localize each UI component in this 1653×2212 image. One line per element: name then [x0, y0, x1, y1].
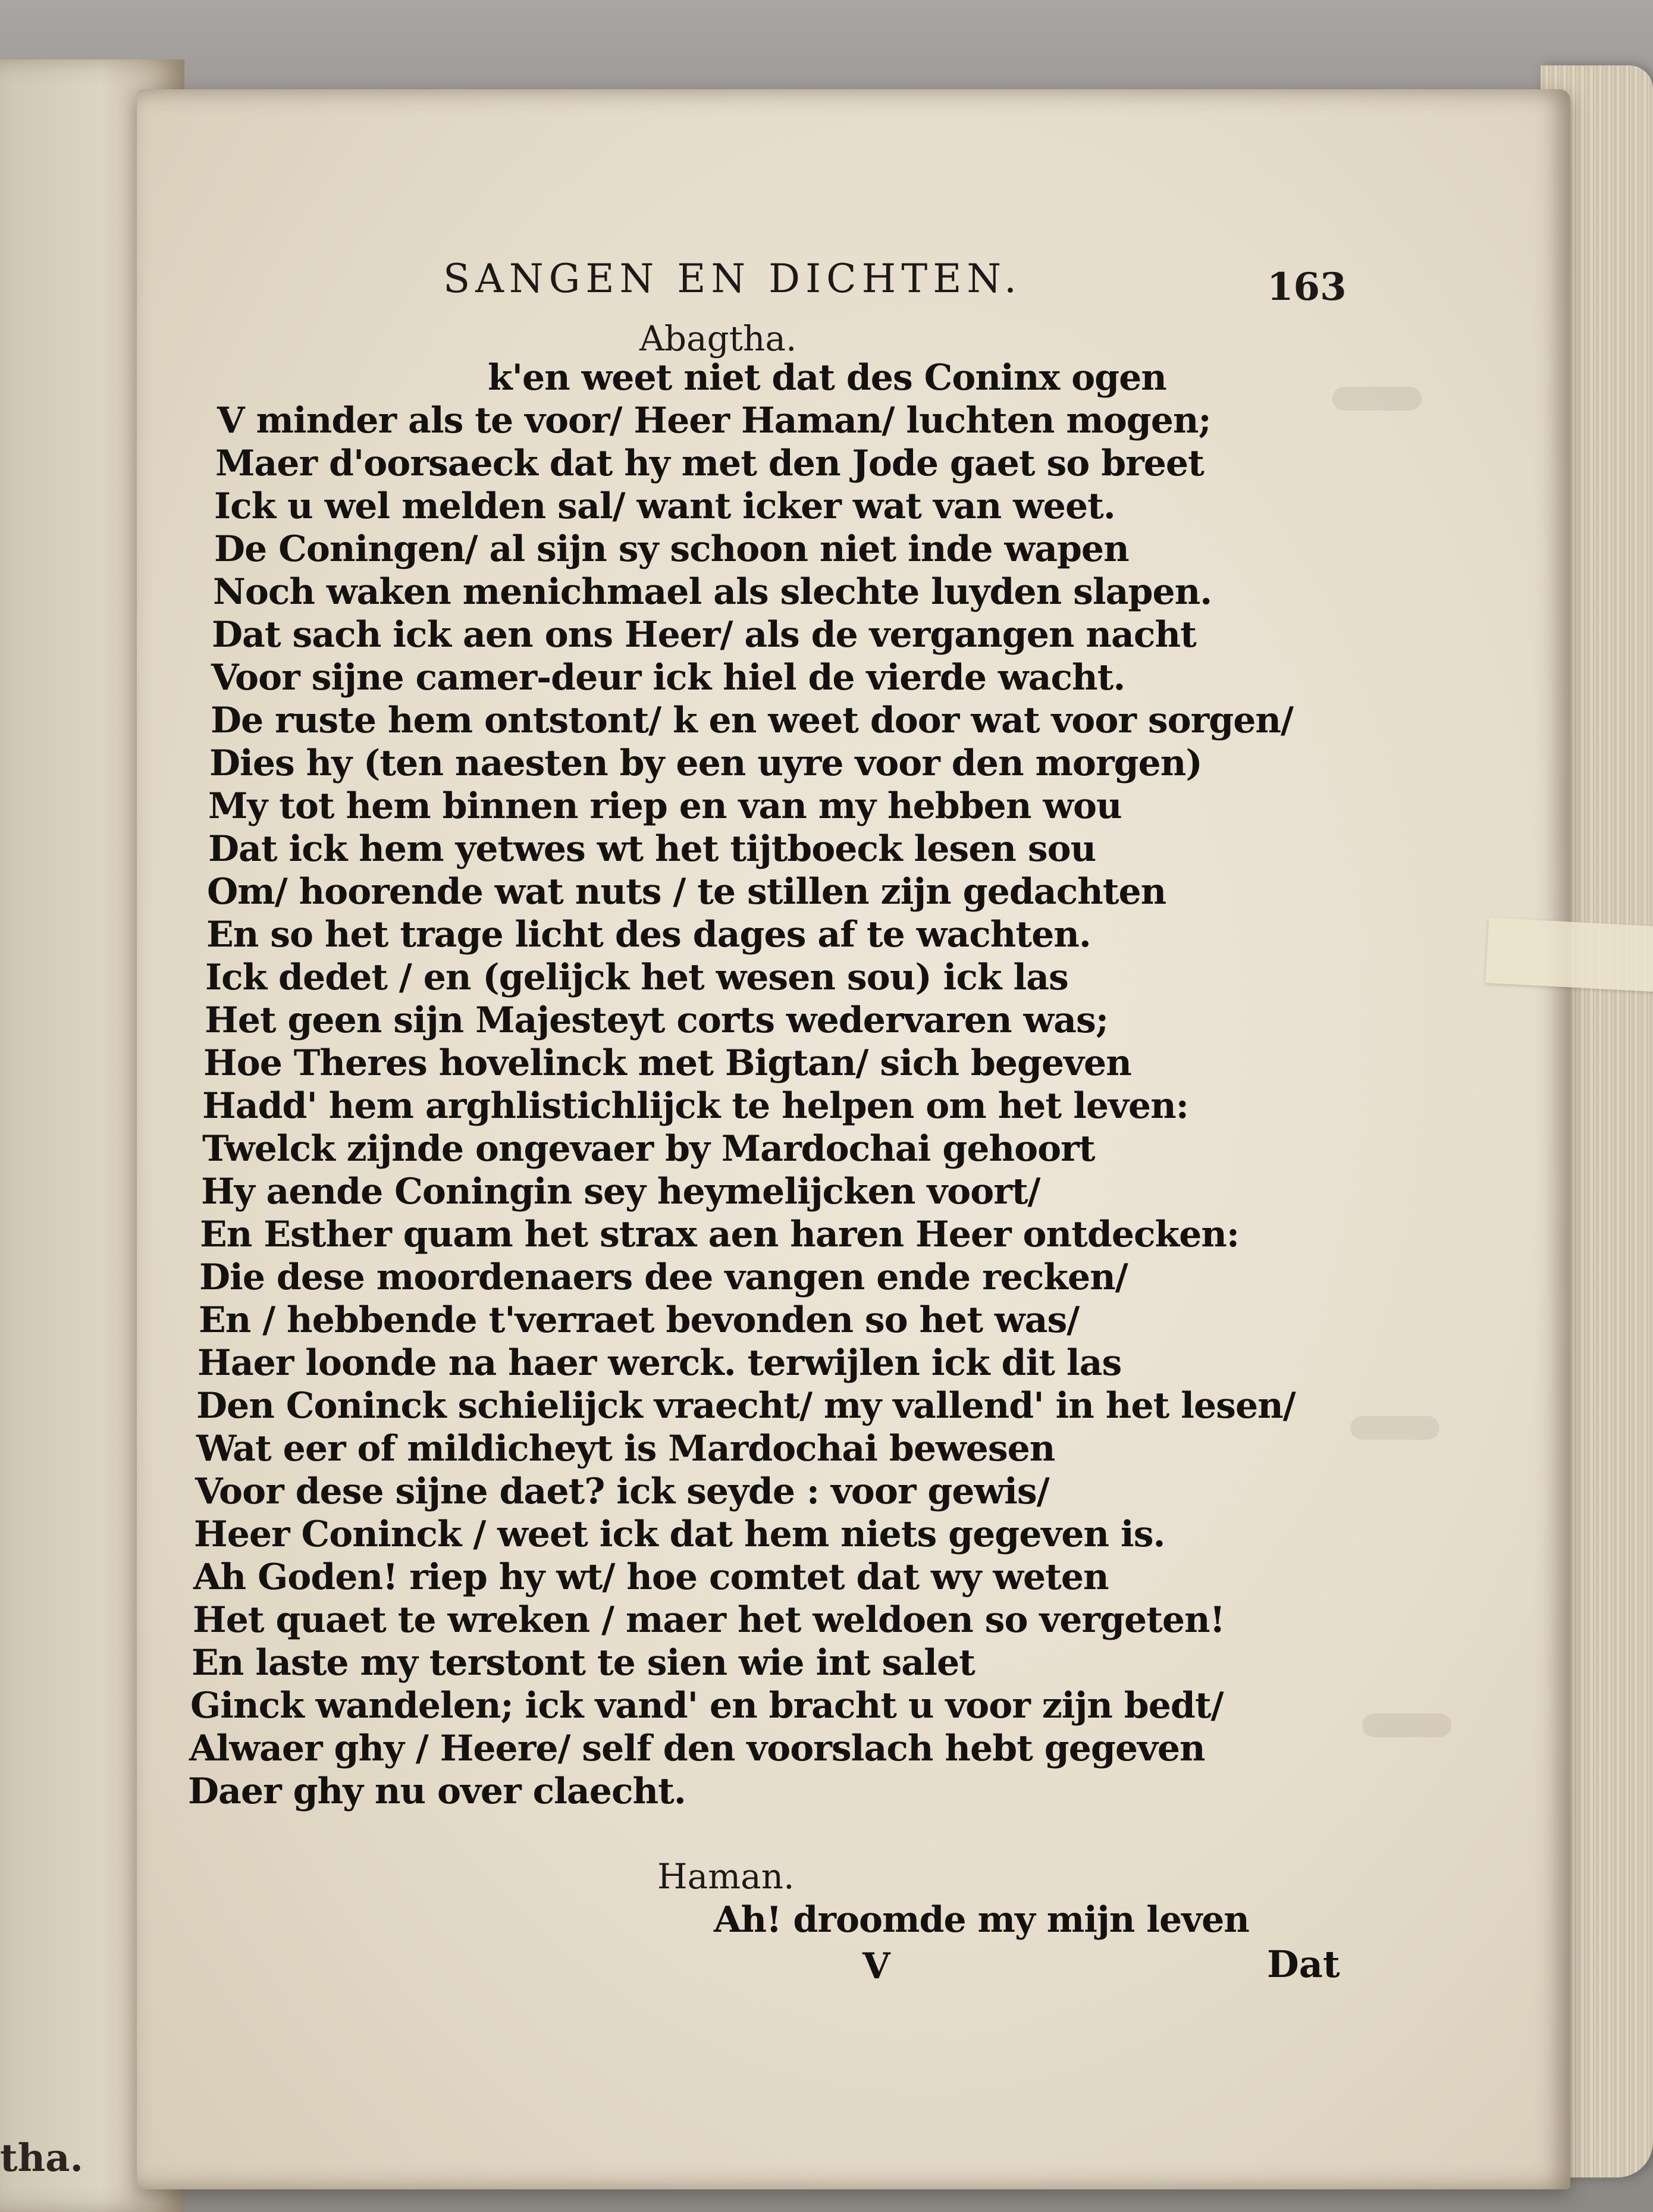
- speaker-label: Abagtha.: [639, 318, 797, 359]
- verse-line: Hy aende Coningin sey heymelijcken voort/: [201, 1171, 1040, 1212]
- verse-line: Die dese moordenaers dee vangen ende recken/: [199, 1257, 1128, 1298]
- ink-bleed-through: [1350, 1416, 1439, 1440]
- verse-line: k'en weet niet dat des Coninx ogen: [488, 357, 1166, 399]
- verse-line: My tot hem binnen riep en van my hebben wou: [208, 785, 1122, 827]
- verse-line: Ick u wel melden sal/ want icker wat van weet.: [214, 485, 1115, 527]
- speaker-label: Haman.: [657, 1856, 795, 1897]
- verse-line: En / hebbende t'verraet bevonden so het was/: [199, 1299, 1080, 1341]
- verse-line: Ah! droomde my mijn leven: [714, 1899, 1249, 1941]
- verse-line: Haer loonde na haer werck. terwijlen ick dit las: [197, 1342, 1122, 1384]
- verse-line: Om/ hoorende wat nuts / te stillen zijn gedachten: [207, 871, 1166, 913]
- verse-line: Heer Coninck / weet ick dat hem niets gegeven is.: [194, 1514, 1165, 1555]
- verse-line: Dat sach ick aen ons Heer/ als de vergangen nacht: [212, 614, 1196, 656]
- verse-line: Het geen sijn Majesteyt corts wedervaren was;: [205, 1000, 1108, 1041]
- verse-line: Noch waken menichmael als slechte luyden slapen.: [213, 571, 1212, 613]
- verse-line: Dat ick hem yetwes wt het tijtboeck lesen sou: [208, 828, 1096, 870]
- verse-line: Twelck zijnde ongevaer by Mardochai gehoort: [202, 1128, 1095, 1170]
- ink-bleed-through: [1332, 387, 1422, 411]
- left-page-text-fragment: tha.: [0, 2136, 83, 2180]
- verse-line: Voor dese sijne daet? ick seyde : voor gewis/: [195, 1471, 1049, 1512]
- verse-line: Voor sijne camer-deur ick hiel de vierde wacht.: [211, 657, 1125, 698]
- verse-line: Wat eer of mildicheyt is Mardochai bewesen: [196, 1428, 1055, 1470]
- verse-line: Hadd' hem arghlistichlijck te helpen om het leven:: [202, 1085, 1188, 1127]
- verse-line: Dies hy (ten naesten by een uyre voor den morgen): [209, 742, 1202, 784]
- verse-line: De Coningen/ al sijn sy schoon niet inde wapen: [214, 528, 1129, 570]
- verse-line: Ginck wandelen; ick vand' en bracht u voor zijn bedt/: [190, 1685, 1224, 1727]
- running-head: SANGEN EN DICHTEN.: [443, 256, 1022, 302]
- signature-mark: V: [862, 1945, 890, 1987]
- repair-tape: [1485, 917, 1653, 992]
- verse-line: Ick dedet / en (gelijck het wesen sou) ick las: [205, 957, 1068, 998]
- verse-line: V minder als te voor/ Heer Haman/ luchten mogen;: [217, 400, 1211, 441]
- verse-line: Het quaet te wreken / maer het weldoen so vergeten!: [193, 1599, 1225, 1641]
- verse-line: Maer d'oorsaeck dat hy met den Jode gaet so breet: [215, 443, 1204, 484]
- ink-bleed-through: [1362, 1713, 1451, 1737]
- verse-line: Hoe Theres hovelinck met Bigtan/ sich begeven: [203, 1042, 1131, 1084]
- verse-line: De ruste hem ontstont/ k en weet door wat voor sorgen/: [211, 700, 1293, 741]
- verse-line: En so het trage licht des dages af te wachten.: [206, 914, 1091, 955]
- verse-line: Ah Goden! riep hy wt/ hoe comtet dat wy weten: [193, 1556, 1109, 1598]
- catchword: Dat: [1267, 1942, 1340, 1986]
- verse-line: Daer ghy nu over claecht.: [188, 1771, 686, 1812]
- verse-line: Alwaer ghy / Heere/ self den voorslach hebt gegeven: [189, 1728, 1205, 1769]
- verse-line: En Esther quam het strax aen haren Heer ontdecken:: [200, 1214, 1240, 1255]
- page-number: 163: [1267, 265, 1347, 309]
- verse-line: En laste my terstont te sien wie int salet: [192, 1642, 975, 1684]
- verse-line: Den Coninck schielijck vraecht/ my vallend' in het lesen/: [196, 1385, 1296, 1427]
